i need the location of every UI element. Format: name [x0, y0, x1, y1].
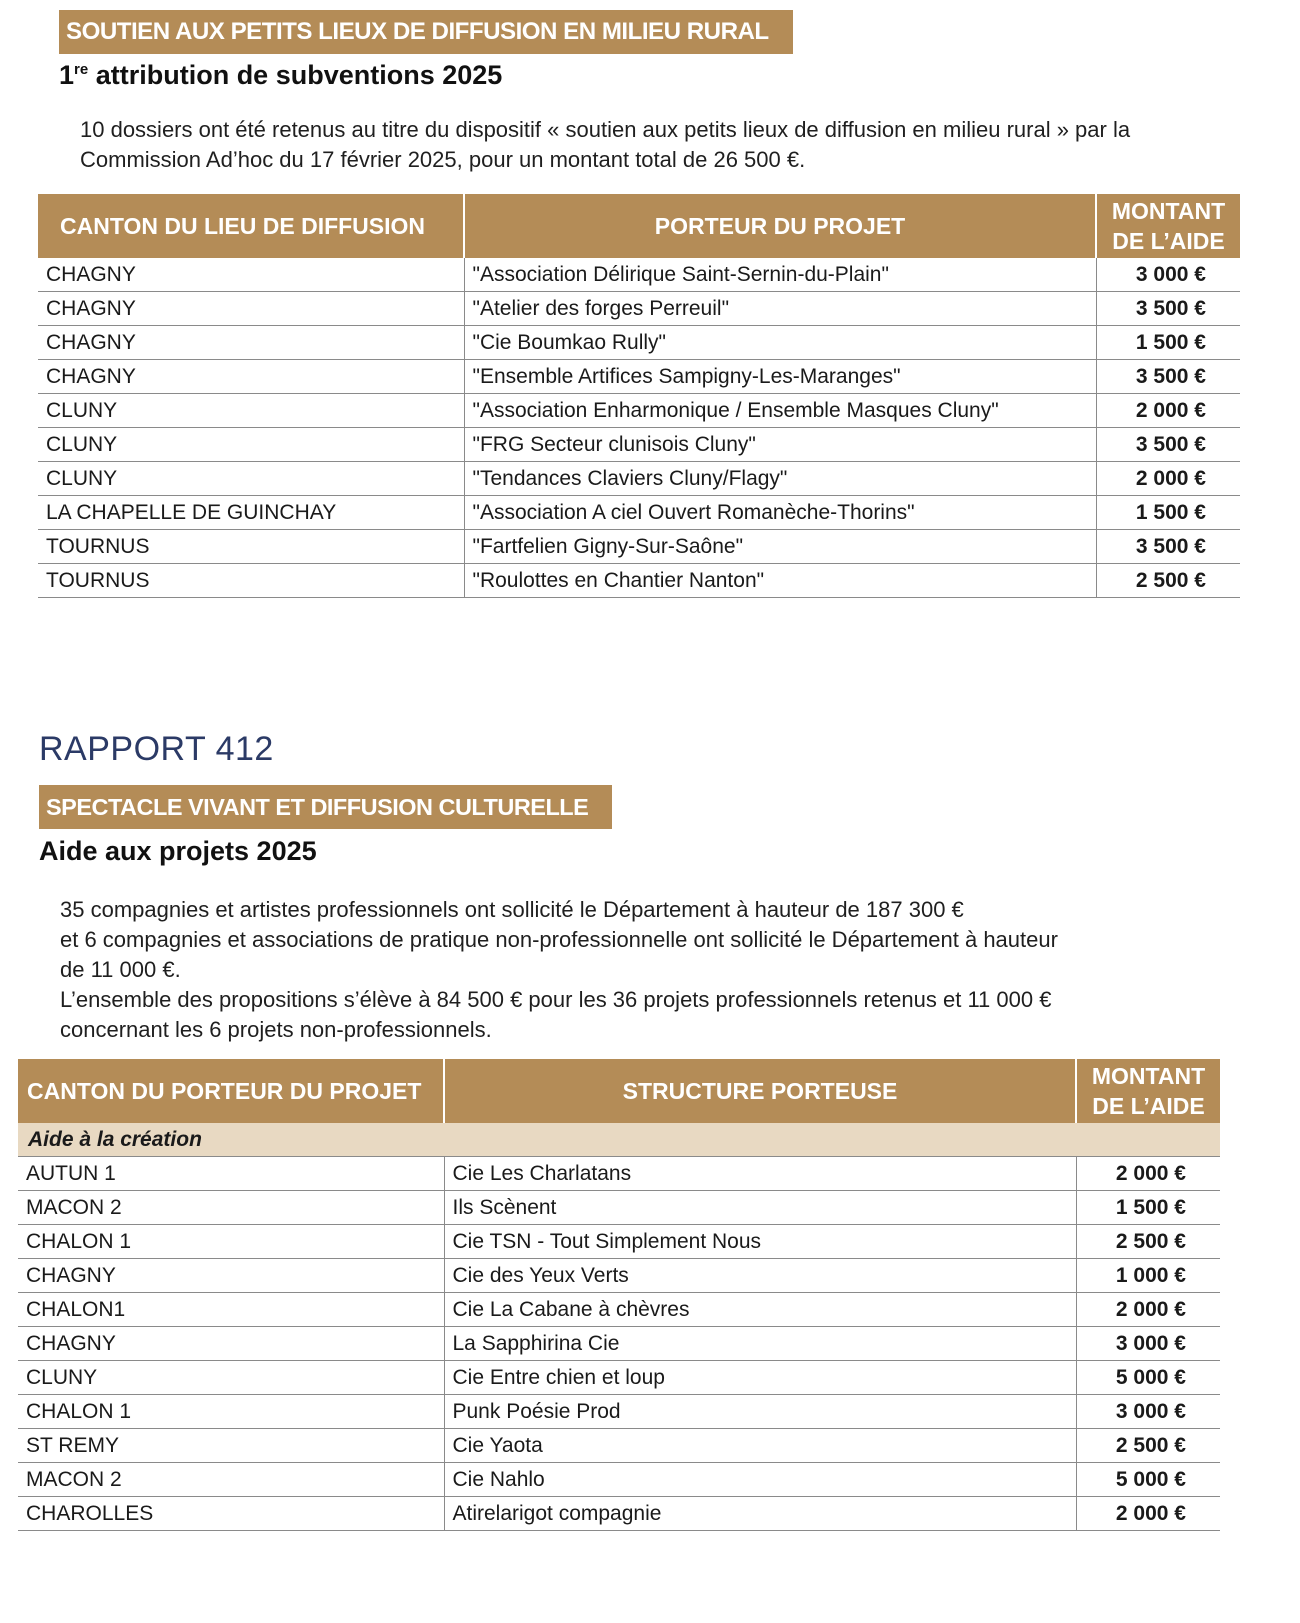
cell-porteur: "FRG Secteur clunisois Cluny"	[464, 428, 1096, 462]
cell-montant: 3 500 €	[1096, 530, 1240, 564]
cell-canton: MACON 2	[18, 1191, 444, 1225]
table-row	[38, 462, 1240, 496]
cell-montant: 2 500 €	[1076, 1225, 1220, 1259]
table-subheader-row	[18, 1123, 1220, 1157]
paragraph-line: 35 compagnies et artistes professionnels ont sollicité le Département à hauteur de 187 300 €	[60, 897, 964, 922]
intro-paragraph-2	[60, 895, 1240, 1045]
cell-canton: CHAGNY	[38, 292, 464, 326]
cell-porteur: "Cie Boumkao Rully"	[464, 326, 1096, 360]
subsidy-table-petits-lieux	[38, 194, 1240, 598]
cell-canton: CHAGNY	[38, 360, 464, 394]
cell-montant: 3 500 €	[1096, 428, 1240, 462]
subtitle-text: attribution de subventions 2025	[88, 60, 503, 90]
header-porteur: PORTEUR DU PROJET	[464, 194, 1096, 258]
table-row	[18, 1293, 1220, 1327]
table-row	[38, 292, 1240, 326]
table-row	[38, 564, 1240, 598]
cell-porteur: Cie La Cabane à chèvres	[444, 1293, 1076, 1327]
table-row	[38, 530, 1240, 564]
cell-porteur: Atirelarigot compagnie	[444, 1497, 1076, 1531]
table-row	[38, 394, 1240, 428]
cell-montant: 1 500 €	[1096, 326, 1240, 360]
table-row	[18, 1497, 1220, 1531]
paragraph-line: de 11 000 €.	[60, 957, 181, 982]
cell-montant: 1 500 €	[1076, 1191, 1220, 1225]
header-montant-line2: DE L’AIDE	[1092, 1093, 1205, 1119]
header-structure: STRUCTURE PORTEUSE	[444, 1059, 1076, 1123]
cell-montant: 1 500 €	[1096, 496, 1240, 530]
section-subtitle	[59, 60, 502, 91]
cell-porteur: Cie TSN - Tout Simplement Nous	[444, 1225, 1076, 1259]
paragraph-line: et 6 compagnies et associations de pratique non-professionnelle ont sollicité le Département à hauteur	[60, 927, 1058, 952]
cell-porteur: "Association A ciel Ouvert Romanèche-Thorins"	[464, 496, 1096, 530]
cell-canton: TOURNUS	[38, 564, 464, 598]
cell-porteur: Punk Poésie Prod	[444, 1395, 1076, 1429]
cell-canton: CHAGNY	[38, 258, 464, 292]
cell-canton: CHAGNY	[18, 1327, 444, 1361]
cell-montant: 3 500 €	[1096, 292, 1240, 326]
cell-montant: 2 000 €	[1076, 1293, 1220, 1327]
cell-montant: 5 000 €	[1076, 1361, 1220, 1395]
cell-canton: CLUNY	[38, 394, 464, 428]
cell-porteur: La Sapphirina Cie	[444, 1327, 1076, 1361]
table-row	[18, 1225, 1220, 1259]
rapport-number: RAPPORT 412	[39, 730, 274, 768]
table-row	[38, 496, 1240, 530]
cell-porteur: "Atelier des forges Perreuil"	[464, 292, 1096, 326]
header-canton-porteur: CANTON DU PORTEUR DU PROJET	[18, 1059, 444, 1123]
table-row	[38, 428, 1240, 462]
cell-canton: AUTUN 1	[18, 1157, 444, 1191]
cell-montant: 3 000 €	[1096, 258, 1240, 292]
cell-montant: 1 000 €	[1076, 1259, 1220, 1293]
table-row	[18, 1191, 1220, 1225]
subtitle-number: 1	[59, 60, 75, 90]
cell-canton: CLUNY	[18, 1361, 444, 1395]
intro-paragraph	[80, 115, 1250, 175]
cell-porteur: Cie Les Charlatans	[444, 1157, 1076, 1191]
header-montant-line2: DE L’AIDE	[1112, 228, 1225, 254]
cell-porteur: Cie Entre chien et loup	[444, 1361, 1076, 1395]
cell-canton: CHALON 1	[18, 1395, 444, 1429]
table-row	[18, 1463, 1220, 1497]
cell-montant: 2 000 €	[1076, 1157, 1220, 1191]
cell-montant: 3 500 €	[1096, 360, 1240, 394]
cell-porteur: Cie des Yeux Verts	[444, 1259, 1076, 1293]
paragraph-line: Commission Ad’hoc du 17 février 2025, pour un montant total de 26 500 €.	[80, 147, 806, 172]
cell-montant: 2 500 €	[1076, 1429, 1220, 1463]
cell-montant: 2 000 €	[1096, 394, 1240, 428]
cell-porteur: "Tendances Claviers Cluny/Flagy"	[464, 462, 1096, 496]
table-row	[18, 1361, 1220, 1395]
paragraph-line: concernant les 6 projets non-professionnels.	[60, 1017, 492, 1042]
cell-canton: CHALON1	[18, 1293, 444, 1327]
section-band-spectacle-vivant: SPECTACLE VIVANT ET DIFFUSION CULTURELLE	[39, 785, 612, 829]
cell-porteur: Cie Nahlo	[444, 1463, 1076, 1497]
header-montant-line1: MONTANT	[1091, 1063, 1206, 1089]
section-subtitle-aide: Aide aux projets 2025	[39, 836, 317, 866]
paragraph-line: L’ensemble des propositions s’élève à 84 500 € pour les 36 projets professionnels retenus et 11 000 €	[60, 987, 1052, 1012]
cell-canton: CHAROLLES	[18, 1497, 444, 1531]
cell-canton: LA CHAPELLE DE GUINCHAY	[38, 496, 464, 530]
cell-porteur: "Association Délirique Saint-Sernin-du-Plain"	[464, 258, 1096, 292]
cell-canton: CHAGNY	[18, 1259, 444, 1293]
paragraph-line: 10 dossiers ont été retenus au titre du dispositif « soutien aux petits lieux de diffusion en milieu rural » par la	[80, 117, 1131, 142]
cell-canton: CLUNY	[38, 462, 464, 496]
header-montant-line1: MONTANT	[1111, 198, 1226, 224]
table-row	[18, 1259, 1220, 1293]
table-row	[38, 326, 1240, 360]
cell-canton: TOURNUS	[38, 530, 464, 564]
cell-porteur: Cie Yaota	[444, 1429, 1076, 1463]
subheader-aide-creation: Aide à la création	[18, 1123, 1220, 1157]
table-row	[18, 1395, 1220, 1429]
cell-porteur: "Fartfelien Gigny-Sur-Saône"	[464, 530, 1096, 564]
section-band-petits-lieux: SOUTIEN AUX PETITS LIEUX DE DIFFUSION EN MILIEU RURAL	[59, 10, 793, 54]
cell-montant: 2 000 €	[1096, 462, 1240, 496]
cell-montant: 3 000 €	[1076, 1327, 1220, 1361]
cell-montant: 5 000 €	[1076, 1463, 1220, 1497]
table-row	[18, 1429, 1220, 1463]
cell-montant: 3 000 €	[1076, 1395, 1220, 1429]
subtitle-ordinal: re	[74, 61, 89, 78]
header-canton: CANTON DU LIEU DE DIFFUSION	[38, 194, 464, 258]
table-row	[38, 258, 1240, 292]
cell-canton: CHALON 1	[18, 1225, 444, 1259]
header-montant	[1076, 1059, 1220, 1123]
header-montant	[1096, 194, 1240, 258]
cell-canton: CLUNY	[38, 428, 464, 462]
cell-canton: CHAGNY	[38, 326, 464, 360]
cell-montant: 2 000 €	[1076, 1497, 1220, 1531]
cell-montant: 2 500 €	[1096, 564, 1240, 598]
table-row	[38, 360, 1240, 394]
cell-porteur: "Ensemble Artifices Sampigny-Les-Maranges"	[464, 360, 1096, 394]
cell-porteur: "Roulottes en Chantier Nanton"	[464, 564, 1096, 598]
table-row	[18, 1157, 1220, 1191]
table-row	[18, 1327, 1220, 1361]
cell-porteur: Ils Scènent	[444, 1191, 1076, 1225]
subsidy-table-spectacle	[18, 1059, 1220, 1531]
cell-canton: MACON 2	[18, 1463, 444, 1497]
cell-canton: ST REMY	[18, 1429, 444, 1463]
cell-porteur: "Association Enharmonique / Ensemble Masques Cluny"	[464, 394, 1096, 428]
